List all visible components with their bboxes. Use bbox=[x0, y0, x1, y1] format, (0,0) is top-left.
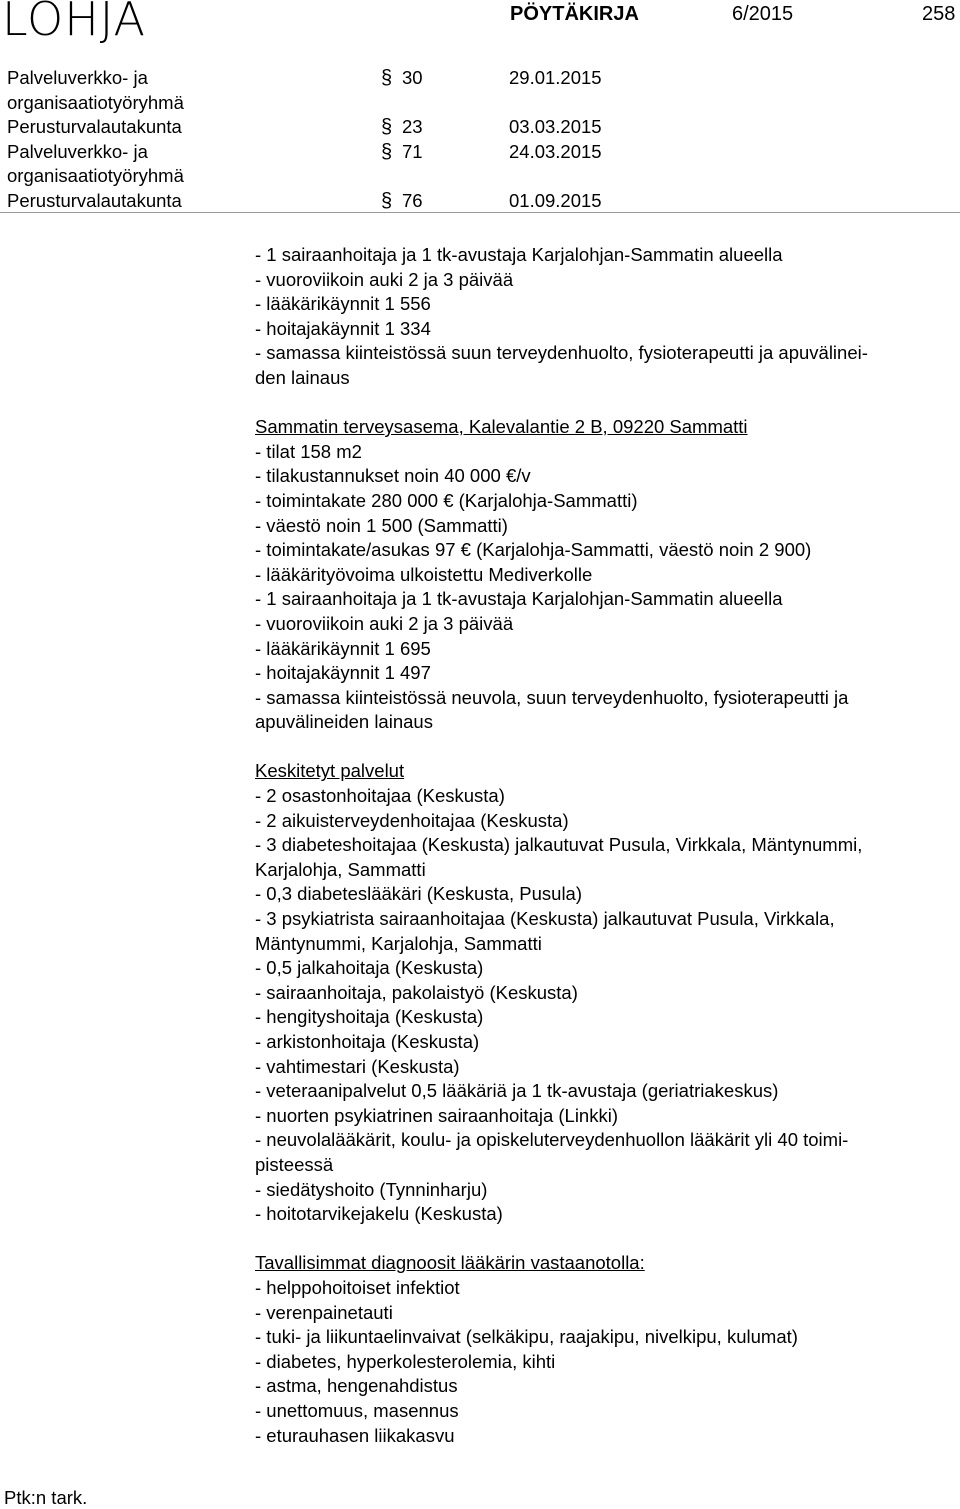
section-sign: § bbox=[381, 67, 393, 89]
meeting-date: 24.03.2015 bbox=[509, 140, 602, 162]
section-sign: § bbox=[381, 189, 393, 212]
paragraph-gap bbox=[255, 1227, 955, 1252]
document-body bbox=[255, 243, 955, 1448]
document-issue-number: 6/2015 bbox=[732, 3, 794, 25]
page-number: 258 bbox=[922, 3, 956, 25]
meeting-reference-row bbox=[0, 189, 960, 214]
sammatti-details-list bbox=[255, 440, 955, 735]
list-item: apuvälineiden lainaus bbox=[255, 711, 433, 733]
list-item: - samassa kiinteistössä suun terveydenhuolto, fysioterapeutti ja apuvälinei- bbox=[255, 342, 868, 364]
centralized-services-heading: Keskitetyt palvelut bbox=[255, 760, 405, 782]
list-item: - lääkärikäynnit 1 556 bbox=[255, 293, 431, 315]
meeting-body: Perusturvalautakunta bbox=[7, 189, 182, 211]
list-item: - väestö noin 1 500 (Sammatti) bbox=[255, 514, 508, 536]
minutes-checker-label: Ptk:n tark. bbox=[4, 1487, 88, 1508]
section-number: 30 bbox=[402, 67, 423, 88]
list-item: - vuoroviikoin auki 2 ja 3 päivää bbox=[255, 612, 514, 634]
list-item: - diabetes, hyperkolesterolemia, kihti bbox=[255, 1350, 556, 1372]
list-item: - toimintakate 280 000 € (Karjalohja-Sammatti) bbox=[255, 489, 638, 511]
list-item: - vuoroviikoin auki 2 ja 3 päivää bbox=[255, 268, 514, 290]
common-diagnoses-list bbox=[255, 1276, 955, 1448]
list-item: - unettomuus, masennus bbox=[255, 1399, 459, 1421]
meeting-reference-row bbox=[0, 140, 960, 189]
list-item: - sairaanhoitaja, pakolaistyö (Keskusta) bbox=[255, 981, 578, 1003]
list-item: - eturauhasen liikakasvu bbox=[255, 1424, 455, 1446]
document-type-title: PÖYTÄKIRJA bbox=[510, 3, 639, 25]
section-sign: § bbox=[381, 116, 393, 139]
list-item: - 3 psykiatrista sairaanhoitajaa (Keskusta) jalkautuvat Pusula, Virkkala, bbox=[255, 908, 835, 930]
list-item: - vahtimestari (Keskusta) bbox=[255, 1055, 460, 1077]
list-item: - samassa kiinteistössä neuvola, suun terveydenhuolto, fysioterapeutti ja bbox=[255, 686, 849, 708]
meeting-body: Palveluverkko- ja organisaatiotyöryhmä bbox=[7, 140, 184, 187]
section-number: 23 bbox=[402, 116, 423, 138]
list-item: - 1 sairaanhoitaja ja 1 tk-avustaja Karjalohjan-Sammatin alueella bbox=[255, 244, 783, 265]
meeting-reference-table bbox=[0, 66, 960, 214]
meeting-body: Perusturvalautakunta bbox=[7, 116, 182, 138]
list-item: - 0,3 diabeteslääkäri (Keskusta, Pusula) bbox=[255, 883, 583, 905]
meeting-reference-row bbox=[0, 66, 960, 115]
lohja-logo: LOHJA bbox=[2, 0, 147, 46]
meeting-date: 29.01.2015 bbox=[509, 67, 602, 88]
list-item: - tuki- ja liikuntaelinvaivat (selkäkipu, raajakipu, nivelkipu, kulumat) bbox=[255, 1326, 798, 1348]
section-number: 71 bbox=[402, 140, 423, 162]
list-item: - tilat 158 m2 bbox=[255, 440, 362, 462]
list-item: den lainaus bbox=[255, 366, 350, 388]
sammatti-station-heading: Sammatin terveysasema, Kalevalantie 2 B, 09220 Sammatti bbox=[255, 416, 748, 438]
list-item: - 0,5 jalkahoitaja (Keskusta) bbox=[255, 957, 484, 979]
list-item: - lääkärityövoima ulkoistettu Mediverkolle bbox=[255, 563, 593, 585]
list-item: pisteessä bbox=[255, 1153, 334, 1175]
list-item: - hoitotarvikejakelu (Keskusta) bbox=[255, 1203, 503, 1225]
section-sign: § bbox=[381, 140, 393, 163]
meeting-date: 03.03.2015 bbox=[509, 116, 602, 138]
list-item: - nuorten psykiatrinen sairaanhoitaja (Linkki) bbox=[255, 1104, 618, 1126]
list-item: - tilakustannukset noin 40 000 €/v bbox=[255, 465, 531, 487]
section-number: 76 bbox=[402, 189, 423, 211]
paragraph-gap bbox=[255, 391, 955, 416]
common-diagnoses-heading: Tavallisimmat diagnoosit lääkärin vastaanotolla: bbox=[255, 1252, 645, 1274]
list-item: - helppohoitoiset infektiot bbox=[255, 1276, 460, 1298]
list-item: - astma, hengenahdistus bbox=[255, 1375, 458, 1397]
meeting-body: Palveluverkko- ja organisaatiotyöryhmä bbox=[7, 67, 184, 113]
list-item: - verenpainetauti bbox=[255, 1301, 393, 1323]
meeting-date: 01.09.2015 bbox=[509, 189, 602, 211]
centralized-services-list bbox=[255, 784, 955, 1227]
list-item: Karjalohja, Sammatti bbox=[255, 858, 426, 880]
paragraph-gap bbox=[255, 735, 955, 760]
list-item: - hoitajakäynnit 1 334 bbox=[255, 317, 431, 339]
list-item: - 1 sairaanhoitaja ja 1 tk-avustaja Karjalohjan-Sammatin alueella bbox=[255, 588, 783, 610]
list-item: - 2 aikuisterveydenhoitajaa (Keskusta) bbox=[255, 809, 569, 831]
list-item: - arkistonhoitaja (Keskusta) bbox=[255, 1031, 480, 1052]
list-item: Mäntynummi, Karjalohja, Sammatti bbox=[255, 932, 542, 954]
list-item: - neuvolalääkärit, koulu- ja opiskeluterveydenhuollon lääkärit yli 40 toimi- bbox=[255, 1129, 849, 1151]
karjalohja-details-list bbox=[255, 243, 955, 391]
list-item: - lääkärikäynnit 1 695 bbox=[255, 637, 431, 659]
list-item: - siedätyshoito (Tynninharju) bbox=[255, 1178, 488, 1200]
list-item: - hengityshoitaja (Keskusta) bbox=[255, 1006, 484, 1028]
header-divider bbox=[0, 212, 960, 213]
meeting-reference-row bbox=[0, 115, 960, 140]
list-item: - 3 diabeteshoitajaa (Keskusta) jalkautuvat Pusula, Virkkala, Mäntynummi, bbox=[255, 834, 863, 856]
list-item: - hoitajakäynnit 1 497 bbox=[255, 662, 431, 684]
list-item: - veteraanipalvelut 0,5 lääkäriä ja 1 tk-avustaja (geriatriakeskus) bbox=[255, 1080, 779, 1102]
list-item: - toimintakate/asukas 97 € (Karjalohja-Sammatti, väestö noin 2 900) bbox=[255, 539, 812, 561]
list-item: - 2 osastonhoitajaa (Keskusta) bbox=[255, 785, 505, 807]
